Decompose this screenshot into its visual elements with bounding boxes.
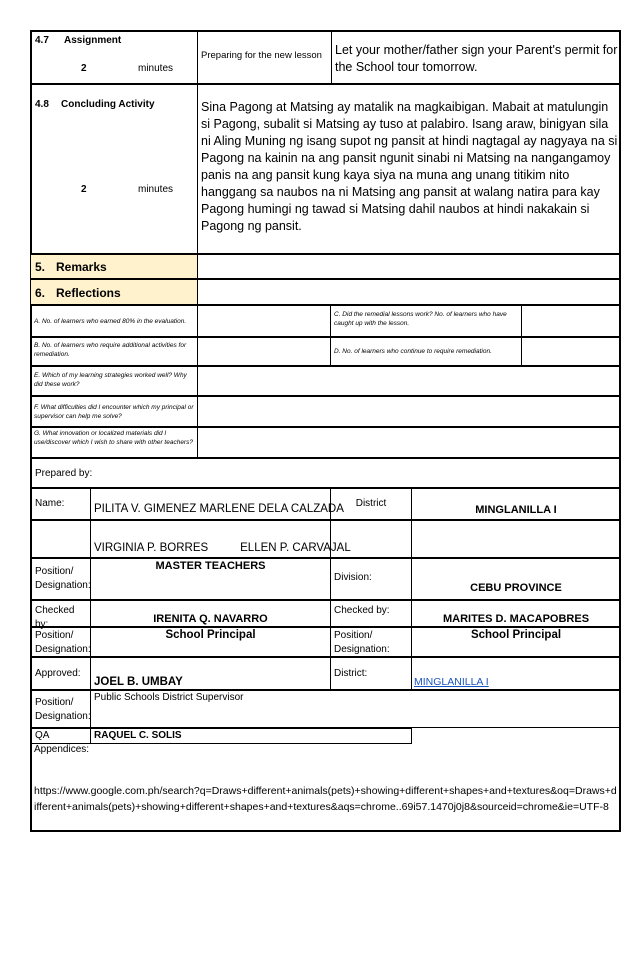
reflection-b-value	[197, 337, 331, 366]
reflection-g-value	[197, 427, 621, 458]
reflection-d-value	[521, 337, 621, 366]
district-value: MINGLANILLA I	[475, 504, 557, 516]
principal-value: School Principal	[165, 629, 256, 641]
prepared-by-label: Prepared by:	[35, 468, 93, 479]
section-number: 4.8	[35, 99, 49, 110]
minutes-label: minutes	[138, 184, 174, 195]
designation-label: Designation:	[334, 644, 390, 655]
reflection-f-cell	[30, 396, 198, 427]
psds-value-cell	[90, 690, 621, 728]
district-label-cell	[330, 488, 412, 520]
reflection-c-cell	[330, 305, 522, 337]
division-label-cell	[330, 558, 412, 600]
designation-label: Designation:	[35, 711, 91, 722]
district-label: District:	[334, 668, 368, 679]
reflection-g-cell	[30, 427, 198, 458]
approved-label: Approved:	[35, 668, 81, 679]
position-label-cell	[30, 558, 91, 600]
reflection-g-text: G. What innovation or localized materials did I use/discover which I wish to share with other teachers?	[34, 430, 193, 446]
designation-label: Designation:	[35, 644, 91, 655]
checked-by-right-name: MARITES D. MACAPOBRES	[442, 613, 590, 625]
name-label-cell	[30, 488, 91, 520]
principal-label-cell	[30, 627, 91, 657]
principal-right-label-cell	[330, 627, 412, 657]
qa-name: RAQUEL C. SOLIS	[94, 730, 182, 741]
designation-label: Designation:	[35, 580, 91, 591]
reflection-f-text: F. What difficulties did I encounter which my principal or supervisor can help me solve?	[34, 404, 194, 420]
minutes-label: minutes	[138, 63, 174, 74]
section-number: 6.	[35, 286, 46, 300]
minutes-number: 2	[81, 63, 87, 74]
qa-label-cell	[30, 728, 91, 744]
appendices-label: Appendices:	[34, 744, 90, 755]
district-value-cell	[411, 488, 621, 520]
principal-value-cell	[90, 627, 331, 657]
principal-right-value: School Principal	[470, 629, 562, 641]
qa-label: QA	[35, 730, 50, 741]
approved-by-name: JOEL B. UMBAY	[94, 676, 183, 688]
section-number: 5.	[35, 260, 46, 274]
reflections-value-cell	[197, 279, 621, 305]
assignment-middle-cell	[197, 30, 332, 84]
teacher-names-1: PILITA V. GIMENEZ MARLENE DELA CALZADA	[94, 503, 344, 515]
prepared-by-row	[30, 458, 621, 488]
section-title: Reflections	[56, 286, 121, 300]
remarks-label-cell	[30, 254, 198, 279]
reflection-e-value	[197, 366, 621, 396]
reflection-e-cell	[30, 366, 198, 396]
position-label: Position/	[35, 697, 74, 708]
section-title: Concluding Activity	[61, 99, 155, 110]
reflection-c-text: C. Did the remedial lessons work? No. of learners who have caught up with the lesson.	[334, 311, 507, 327]
checked-label-cell	[30, 600, 91, 630]
teacher-names-2: VIRGINIA P. BORRES ELLEN P. CARVAJAL	[94, 542, 351, 554]
assignment-label-cell	[30, 30, 198, 84]
master-teachers-value: MASTER TEACHERS	[155, 560, 266, 572]
names2-right-cell	[411, 520, 621, 558]
section-number: 4.7	[35, 35, 49, 46]
approved-district-label-cell	[330, 657, 412, 690]
reflection-d-text: D. No. of learners who continue to require remediation.	[334, 348, 492, 355]
reflection-e-text: E. Which of my learning strategies worked well? Why did these work?	[34, 372, 187, 388]
checked-by-right-label: Checked by:	[334, 605, 390, 616]
qa-name-cell	[90, 728, 412, 744]
psds-label-cell	[30, 690, 91, 728]
reflection-d-cell	[330, 337, 522, 366]
checked-right-label-cell	[330, 600, 412, 627]
reflection-f-value	[197, 396, 621, 427]
concluding-label-cell	[30, 84, 198, 254]
approved-name-cell	[90, 657, 331, 690]
position-label: Position/	[35, 566, 74, 577]
reflection-a-cell	[30, 305, 198, 337]
assignment-text-cell	[331, 30, 621, 84]
position-label: Position/	[334, 630, 373, 641]
section-title: Remarks	[56, 260, 107, 274]
approved-label-cell	[30, 657, 91, 690]
checked-by-label: Checked by:	[35, 605, 75, 630]
division-value: CEBU PROVINCE	[470, 582, 562, 594]
names-cell	[90, 488, 344, 520]
position-label: Position/	[35, 630, 74, 641]
names2-cell	[90, 520, 351, 558]
section-title: Assignment	[64, 35, 122, 46]
checked-by-name: IRENITA Q. NAVARRO	[153, 613, 268, 625]
remarks-value-cell	[197, 254, 621, 279]
checked-name-cell	[90, 600, 331, 627]
concluding-text-cell	[197, 84, 621, 254]
reflection-b-text: B. No. of learners who require additional activities for remediation.	[34, 342, 187, 358]
checked-right-name-cell	[411, 600, 621, 627]
district-label: District	[355, 498, 387, 509]
name-label: Name:	[35, 498, 65, 509]
psds-value: Public Schools District Supervisor	[94, 692, 244, 703]
principal-right-value-cell	[411, 627, 621, 657]
reflections-label-cell	[30, 279, 198, 305]
position-value-cell	[90, 558, 331, 600]
names2-label-cell	[30, 520, 91, 558]
reflection-a-text: A. No. of learners who earned 80% in the evaluation.	[34, 318, 187, 325]
names2-mid-cell	[330, 520, 412, 558]
minutes-number: 2	[81, 184, 87, 195]
reflection-b-cell	[30, 337, 198, 366]
concluding-story-text: Sina Pagong at Matsing ay matalik na magkaibigan. Mabait at matulungin si Pagong, subalit si Matsing ay tuso at palabiro. Isang araw, binigyan sila ni Aling Muning ng isang supot ng pansit at hindi nagtagal ay nagyaya na si Pagong na kainin na ang pansit ngunit sinabi ni Matsing na nangangamoy panis na ang pansit kung kaya siya na muna ang unang titikim nito hanggang sa naubos na ni Matsing ang pansit at walang natira para kay Pagong humingi ng tawad si Matsing dahil naubos at hindi nakakain si Pagong ng pansit.	[201, 100, 618, 233]
appendix-url: https://www.google.com.ph/search?q=Draws+different+animals(pets)+showing+different+shapes+and+textures&oq=Draws+different+animals(pets)+showing+different+shapes+and+textures&aqs=chrome..69i57.1470j0j8&sourceid=chrome&ie=UTF-8	[34, 785, 617, 813]
division-label: Division:	[334, 572, 372, 583]
reflection-c-value	[521, 305, 621, 337]
division-value-cell	[411, 558, 621, 600]
approved-district-value-cell	[411, 657, 621, 690]
district-link[interactable]: MINGLANILLA I	[414, 676, 489, 688]
reflection-a-value	[197, 305, 331, 337]
assignment-text: Let your mother/father sign your Parent's permit for the School tour tomorrow.	[335, 43, 618, 74]
assignment-middle-text: Preparing for the new lesson	[201, 50, 322, 61]
